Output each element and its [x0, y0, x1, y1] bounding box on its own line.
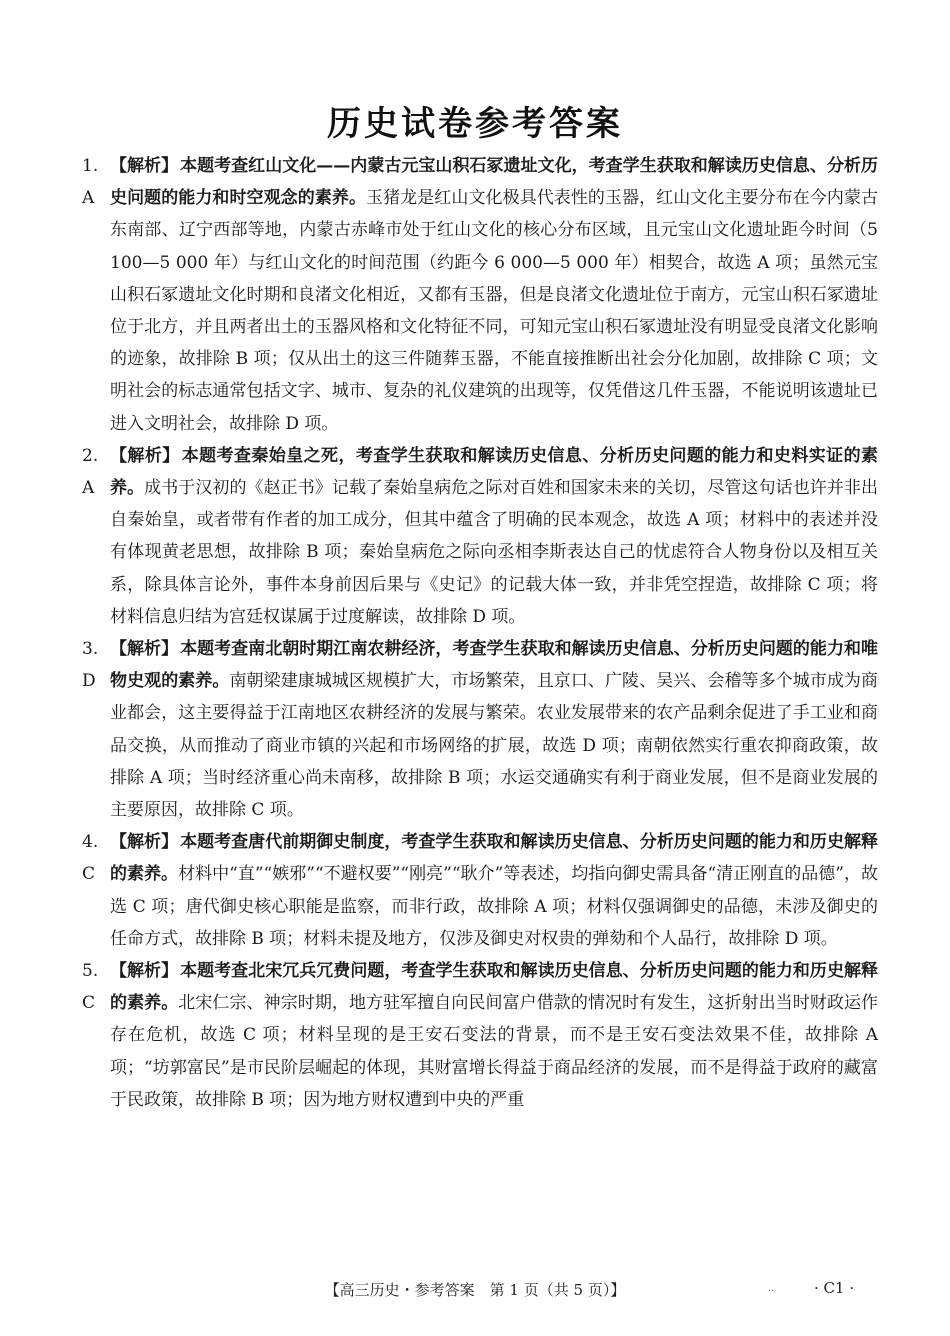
analysis-tag: 【解析】: [110, 639, 179, 660]
analysis-tag: 【解析】: [110, 832, 179, 853]
footer-code: · C1 ·: [814, 1279, 855, 1297]
answer-item: [82, 150, 878, 440]
answer-item: [82, 633, 878, 826]
question-number: 1. A: [82, 156, 99, 209]
analysis-tag: 【解析】: [110, 445, 180, 466]
analysis-body: 材料中“直”“嫉邪”“不避权要”“刚亮”“耿介”等表述，均指向御史需具备“清正刚直的品德”，故选 C 项；唐代御史核心职能是监察，而非行政，故排除 A 项；材料仅强调御史的品德，未涉及御史的任命方式，故排除 B 项；材料未提及地方，仅涉及御史对权贵的弹劾和个人品行，故排除 D 项。: [110, 864, 878, 949]
analysis-tag: 【解析】: [110, 961, 179, 982]
analysis-body: 南朝梁建康城城区规模扩大，市场繁荣，且京口、广陵、吴兴、会稽等多个城市成为商业都会，这主要得益于江南地区农耕经济的发展与繁荣。农业发展带来的农产品剩余促进了手工业和商品交换，从而推动了商业市镇的兴起和市场网络的扩展，故选 D 项；南朝依然实行重农抑商政策，故排除 A 项；当时经济重心尚未南移，故排除 B 项；水运交通确实有利于商业发展，但不是商业发展的主要原因，故排除 C 项。: [110, 671, 879, 821]
analysis-lead: 本题考查秦始皇之死，考查学生获取和解读历史信息、分析历史问题的能力和史料实证的素养。: [110, 445, 879, 499]
page-title: 历史试卷参考答案: [327, 104, 623, 144]
answer-item: [82, 826, 878, 955]
footer-mark: ..: [768, 1283, 775, 1294]
question-number: 2. A: [82, 445, 99, 499]
analysis-lead: 本题考查唐代前期御史制度，考查学生获取和解读历史信息、分析历史问题的能力和历史解释的素养。: [110, 832, 879, 885]
analysis-lead: 本题考查红山文化——内蒙古元宝山积石冢遗址文化，考查学生获取和解读历史信息、分析历史问题的能力和时空观念的素养。: [110, 156, 878, 209]
answer-list: [82, 150, 878, 1116]
analysis-lead: 本题考查北宋冗兵冗费问题，考查学生获取和解读历史信息、分析历史问题的能力和历史解释的素养。: [110, 961, 879, 1014]
analysis-body: 成书于汉初的《赵正书》记载了秦始皇病危之际对百姓和国家未来的关切，尽管这句话也许并非出自秦始皇，或者带有作者的加工成分，但其中蕴含了明确的民本观念，故选 A 项；材料中的表述并没有体现黄老思想，故排除 B 项；秦始皇病危之际向丞相李斯表达自己的忧虑符合人物身份以及相互关系，除具体言论外，事件本身前因后果与《史记》的记载大体一致，并非凭空捏造，故排除 C 项；将材料信息归结为宫廷权谋属于过度解读，故排除 D 项。: [110, 478, 879, 627]
answer-item: [82, 440, 878, 633]
analysis-tag: 【解析】: [110, 156, 179, 176]
question-number: 5. C: [82, 961, 99, 1014]
answer-item: [82, 955, 878, 1116]
analysis-lead: 本题考查南北朝时期江南农耕经济，考查学生获取和解读历史信息、分析历史问题的能力和唯物史观的素养。: [110, 639, 879, 692]
question-number: 3. D: [82, 639, 99, 692]
footer-page-info: 【高三历史・参考答案 第 1 页（共 5 页）】: [324, 1281, 626, 1299]
question-number: 4. C: [82, 832, 99, 885]
analysis-body: 北宋仁宗、神宗时期，地方驻军擅自向民间富户借款的情况时有发生，这折射出当时财政运作存在危机，故选 C 项；材料呈现的是王安石变法的背景，而不是王安石变法效果不佳，故排除 A 项；“坊郭富民”是市民阶层崛起的体现，其财富增长得益于商品经济的发展，而不是得益于政府的藏富于民政策，故排除 B 项；因为地方财权遭到中央的严重: [110, 993, 879, 1110]
analysis-body: 玉猪龙是红山文化极具代表性的玉器，红山文化主要分布在今内蒙古东南部、辽宁西部等地，内蒙古赤峰市处于红山文化的核心分布区域，且元宝山文化遗址距今时间（5 100—5 000 年）与红山文化的时间范围（约距今 6 000—5 000 年）相契合，故选 A 项；虽然元宝山积石冢遗址文化时期和良渚文化相近，又都有玉器，但是良渚文化遗址位于南方，元宝山积石冢遗址位于北方，并且两者出土的玉器风格和文化特征不同，可知元宝山积石冢遗址没有明显受良渚文化影响的迹象，故排除 B 项；仅从出土的这三件随葬玉器，不能直接推断出社会分化加剧，故排除 C 项；文明社会的标志通常包括文字、城市、复杂的礼仪建筑的出现等，仅凭借这几件玉器，不能说明该遗址已进入文明社会，故排除 D 项。: [110, 188, 879, 434]
